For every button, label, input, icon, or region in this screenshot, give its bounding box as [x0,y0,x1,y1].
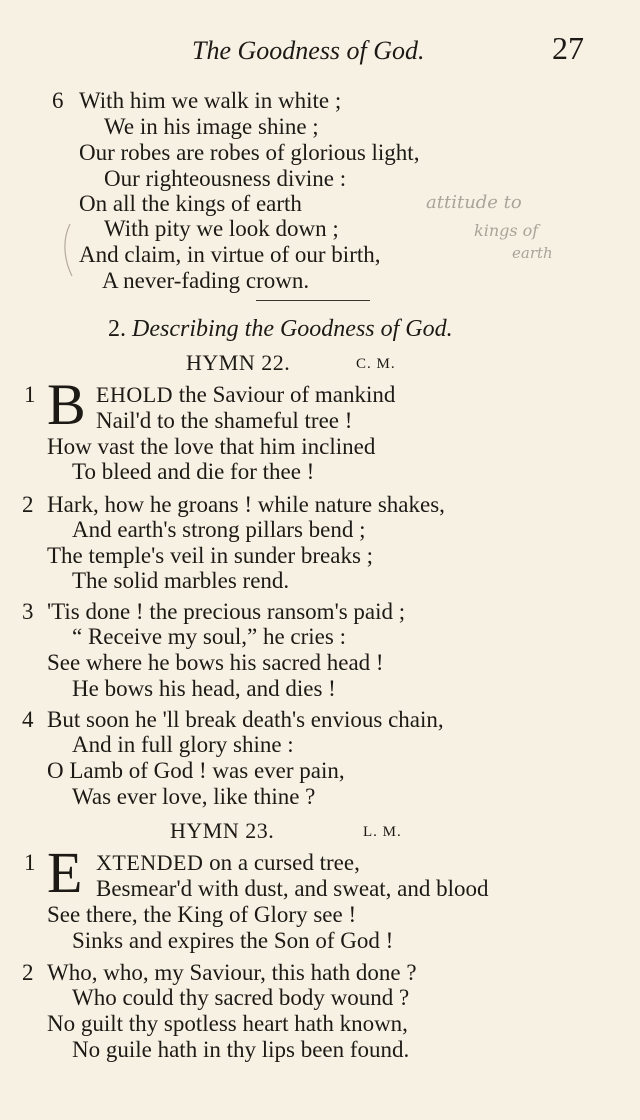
verse-line: Sinks and expires the Son of God ! [72,928,394,953]
verse-line: Was ever love, like thine ? [72,784,316,809]
stanza-number: 2 [22,960,34,985]
verse-line: But soon he 'll break death's envious chain, [47,707,444,732]
verse-line: And earth's strong pillars bend ; [72,517,366,542]
verse-line: See where he bows his sacred head ! [47,650,384,675]
verse-line: See there, the King of Glory see ! [47,902,357,927]
section-title: Describing the Goodness of God. [132,316,453,342]
verse-line: The temple's veil in sunder breaks ; [47,543,374,568]
verse-line: Nail'd to the shameful tree ! [96,408,353,433]
hymn-meter: C. M. [356,356,396,372]
first-line-rest: on a cursed tree, [209,850,360,875]
stanza-number: 4 [22,707,34,732]
verse-line-first [96,850,360,876]
verse-line: We in his image shine ; [104,114,319,139]
verse-line: Who could thy sacred body wound ? [72,985,410,1010]
verse-line: No guilt thy spotless heart hath known, [47,1011,408,1036]
annotation-line: kings of [474,221,539,240]
verse-line: O Lamb of God ! was ever pain, [47,758,345,783]
running-header: The Goodness of God. [192,36,425,65]
stanza-number: 1 [24,382,36,407]
first-line-rest: the Saviour of mankind [178,382,396,407]
hymn-title: HYMN 23. [170,818,275,843]
verse-line: The solid marbles rend. [72,568,290,593]
hymn-title: HYMN 22. [186,350,291,375]
verse-line: And in full glory shine : [72,732,294,757]
annotation-line: earth [512,244,553,262]
section-number: 2. [108,316,126,342]
verse-line: Our righteousness divine : [104,166,347,191]
verse-line: No guile hath in thy lips been found. [72,1037,410,1062]
verse-line: “ Receive my soul,” he cries : [72,624,346,649]
annotation-line: attitude to [426,192,522,213]
page-number: 27 [552,30,584,66]
verse-line: How vast the love that him inclined [47,434,376,459]
drop-cap: B [47,372,86,437]
verse-line: He bows his head, and dies ! [72,676,336,701]
verse-line-first [96,382,395,408]
verse-line: 'Tis done ! the precious ransom's paid ; [47,599,406,624]
first-word-caps: EHOLD [96,382,174,407]
handwritten-annotation [420,178,620,268]
stanza-number: 1 [24,850,36,875]
verse-line: And claim, in virtue of our birth, [79,242,381,267]
stanza-number: 3 [22,599,34,624]
verse-line: Who, who, my Saviour, this hath done ? [47,960,417,985]
hymn-meter: L. M. [363,824,402,840]
margin-mark [58,220,98,280]
verse-line: A never-fading crown. [102,268,310,293]
verse-line: On all the kings of earth [79,191,302,216]
section-heading [108,316,453,343]
drop-cap: E [47,840,83,905]
verse-line: With him we walk in white ; [79,88,342,113]
first-word-caps: XTENDED [96,850,204,875]
stanza-number: 2 [22,492,34,517]
section-divider [256,300,370,301]
verse-line: Hark, how he groans ! while nature shakes, [47,492,445,517]
verse-line: To bleed and die for thee ! [72,459,315,484]
verse-line: With pity we look down ; [104,216,339,241]
stanza-number: 6 [52,88,64,113]
verse-line: Our robes are robes of glorious light, [79,140,420,165]
verse-line: Besmear'd with dust, and sweat, and blood [96,876,489,901]
